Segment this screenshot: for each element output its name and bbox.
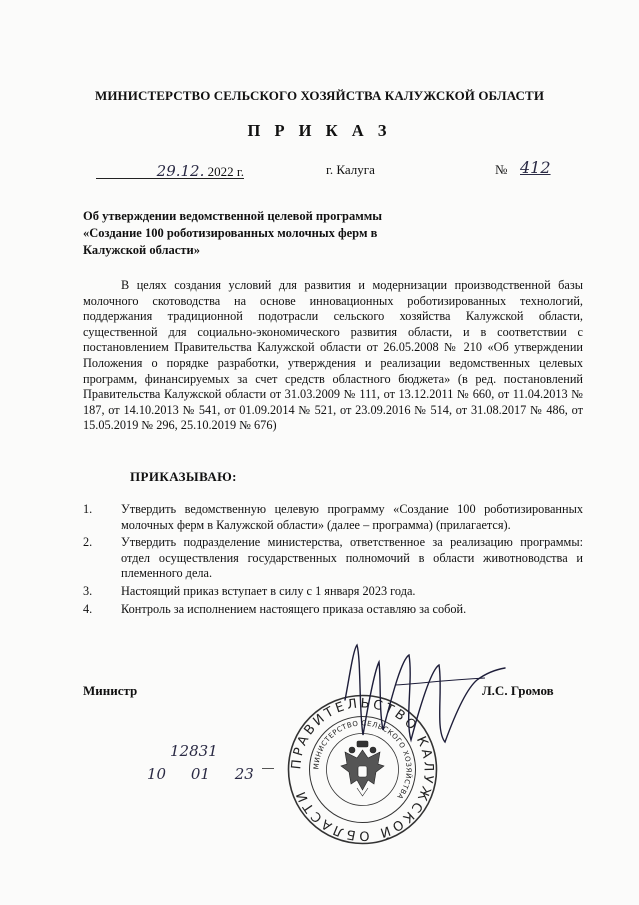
handwritten-number: 412 xyxy=(520,158,551,177)
item-text: Утвердить ведомственную целевую программу «Создание 100 роботизированных молочных ферм в Калужской области» (далее – программа) (прилагается). xyxy=(121,502,583,532)
item-number: 2. xyxy=(83,535,93,550)
item-number: 1. xyxy=(83,502,93,516)
preamble-paragraph: В целях создания условий для развития и модернизации производственной базы молочного скотоводства на основе инновационных роботизированных технологий, поддержания традиционной подотрасли сельского хозяйства Калужской области, существенной для социально-экономического развития области, и в соответствии с постановлением Правительства Калужской области от 26.05.2008 № 210 «Об утверждении Положения о порядке разработки, утверждения и реализации ведомственных целевых программ, финансируемых за счет средств областного бюджета» (в ред. постановлений Правительства Калужской области от 31.03.2009 № 111, от 13.12.2011 № 660, от 11.04.2013 № 187, от 14.10.2013 № 541, от 01.09.2014 № 521, от 23.09.2016 № 514, от 31.08.2017 № 486, от 15.05.2019 № 296, 25.10.2019 № 676) xyxy=(83,278,583,433)
list-item xyxy=(83,535,583,582)
seal-outer-text: ПРАВИТЕЛЬСТВО КАЛУЖСКОЙ ОБЛАСТИ xyxy=(289,696,436,843)
list-item xyxy=(83,602,583,618)
registration-day: 10 xyxy=(147,765,167,783)
list-item xyxy=(83,584,583,600)
item-number: 4. xyxy=(83,601,93,616)
ministry-heading: МИНИСТЕРСТВО СЕЛЬСКОГО ХОЗЯЙСТВА КАЛУЖСКОЙ ОБЛАСТИ xyxy=(94,88,545,103)
registration-number: 12831 xyxy=(170,742,218,760)
order-title: П Р И К А З xyxy=(247,121,392,140)
registration-date xyxy=(147,765,254,783)
item-number: 3. xyxy=(83,583,93,598)
order-items-list xyxy=(83,502,583,619)
date-line xyxy=(96,162,244,179)
item-text: Утвердить подразделение министерства, ответственное за реализацию программы: отдел осуществления государственных полномочий в области животноводства и племенного дела. xyxy=(121,535,583,581)
handwritten-date: 29.12. xyxy=(156,162,205,180)
list-item xyxy=(83,502,583,533)
item-text: Настоящий приказ вступает в силу с 1 января 2023 года. xyxy=(121,583,416,598)
signatory-name: Л.С. Громов xyxy=(482,683,554,698)
registration-month: 01 xyxy=(190,765,210,783)
registration-dash xyxy=(262,768,274,769)
signatory-position: Министр xyxy=(83,683,138,698)
seal-inner-text: МИНИСТЕРСТВО СЕЛЬСКОГО ХОЗЯЙСТВА xyxy=(312,719,413,801)
date-year: 2022 г. xyxy=(207,164,244,179)
city: г. Калуга xyxy=(326,162,375,177)
orders-heading: ПРИКАЗЫВАЮ: xyxy=(130,469,237,484)
registration-year: 23 xyxy=(234,765,254,783)
item-text: Контроль за исполнением настоящего приказа оставляю за собой. xyxy=(121,601,467,616)
number-label: № xyxy=(495,162,508,177)
order-subject: Об утверждении ведомственной целевой программы «Создание 100 роботизированных молочных ферм в Калужской области» xyxy=(83,209,382,257)
